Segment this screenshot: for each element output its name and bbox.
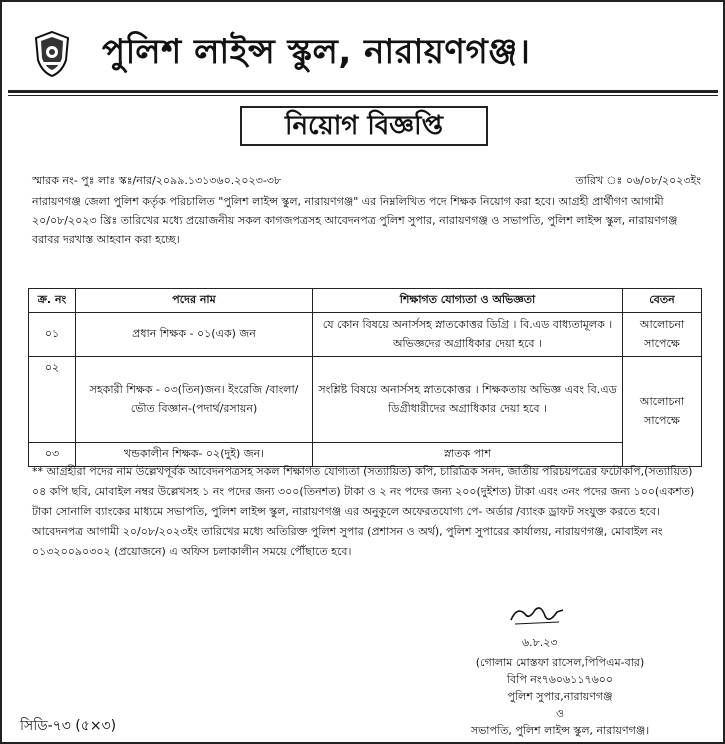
table-header-row — [29, 289, 702, 313]
header-salary: বেতন — [623, 289, 702, 313]
signatory-title: পুলিশ সুপার,নারায়ণগঞ্জ — [507, 690, 613, 703]
memo-date: তারিখ ঃ ০৬/০৮/২০২৩ইং — [575, 174, 701, 187]
header-qualification: শিক্ষাগত যোগ্যতা ও অভিজ্ঞতা — [313, 289, 623, 313]
header — [12, 12, 712, 82]
row-post: খন্ডকালীন শিক্ষক- ০২(দুই) জন। — [76, 443, 313, 467]
memo-number: স্মারক নং- পুঃ লাঃ স্কঃ/নার/২০৯৯.১৩১৩৬০.২০২৩-৩৮ — [32, 174, 282, 187]
application-instructions: ** আগ্রহীরা পদের নাম উল্লেখপূর্বক আবেদনপত্রসহ সকল শিক্ষাগত যোগ্যতা (সত্যায়িত) কপি, চারিত্রিক সনদ, জাতীয় পরিচয়পত্রের ফটোকপি,(সত্যায়িত) ০৪ কপি ছবি, মোবাইল নম্বর উল্লেখসহ ১ নং পদের জন্য ৩০০(তিনশত) টাকা ও ২ নং পদের জন্য ২০০(দুইশত) টাকা এবং ৩নং পদের জন্য ১০০(একশত) টাকা সোনালি ব্যাংকের মাধ্যমে সভাপতি, পুলিশ লাইন্স স্কুল, নারায়ণগঞ্জ এর অনুকূলে অফেরতযোগ্য পে- অর্ডার /ব্যাংক ড্রাফট সংযুক্ত করতে হবে।আবেদনপত্র আগামী ২০/০৮/২০২৩ইং তারিখের মধ্যে অতিরিক্ত পুলিশ সুপার (প্রশাসন ও অর্থ), পুলিশ সুপারের কার্যালয়, নারায়ণগঞ্জ, মোবাইল নং ০১৩২০০৯০৩০২ (প্রয়োজনে) এ অফিস চলাকালীন সময়ে পৌঁছাতে হবে। — [32, 465, 695, 558]
header-serial: ক্র. নং — [29, 289, 76, 313]
signatory-bp: বিপি নং৭৬০৬১১৭৬০০ — [506, 673, 614, 686]
row-post: প্রধান শিক্ষক - ০১(এক) জন — [76, 313, 313, 357]
row-qualification: সংশ্লিষ্ট বিষয়ে অনার্সসহ স্নাতকোত্তর । শিক্ষকতায় অভিজ্ঞ এবং বি.এড ডিগ্রীধারীদের অগ্রাধিকার দেয়া হবে । — [313, 357, 623, 443]
row-qualification: যে কোন বিষয়ে অনার্সসহ স্নাতকোত্তর ডিগ্রি । বি.এড বাধ্যতামূলক । অভিজ্ঞদের অগ্রাধিকার দেয়া হবে । — [313, 313, 623, 357]
row-salary: আলোচনা সাপেক্ষে — [623, 313, 702, 357]
row-serial: ০৩ — [29, 443, 76, 467]
row-qualification: স্নাতক পাশ — [313, 443, 623, 467]
signature-mark — [507, 602, 567, 628]
row-post: সহকারী শিক্ষক - ০৩(তিন)জন। ইংরেজি /বাংলা/ভৌত বিজ্ঞান-(পদার্থ/রসায়ন) — [76, 357, 313, 443]
row-salary: আলোচনা সাপেক্ষে — [623, 357, 702, 467]
signature-block — [420, 654, 700, 739]
signature-date: ৬.৮.২৩ — [522, 636, 558, 649]
signatory-conjunction: ও — [555, 707, 565, 720]
school-name: পুলিশ লাইন্স স্কুল, নারায়ণগঞ্জ। — [102, 32, 531, 72]
police-emblem-icon — [32, 30, 72, 78]
header-rule-thick — [8, 90, 718, 93]
intro-paragraph: নারায়ণগঞ্জ জেলা পুলিশ কর্তৃক পরিচালিত "পুলিশ লাইন্স স্কুল, নারায়ণগঞ্জ" এর নিম্নলিখিত পদে শিক্ষক নিয়োগ করা হবে। আগ্রহী প্রার্থীগণ আগামী ২০/০৮/২০২৩ খ্রিঃ তারিখের মধ্যে প্রয়োজনীয় সকল কাগজপত্রসহ আবেদনপত্র পুলিশ সুপার, নারায়ণগঞ্জ ও সভাপতি, পুলিশ লাইন্স স্কুল, নারায়ণগঞ্জ বরাবর দরখাস্ত আহবান করা হচ্ছে। — [32, 195, 678, 246]
table-row — [29, 357, 702, 443]
row-serial: ০২ — [29, 357, 76, 443]
signatory-name: (গোলাম মোস্তফা রাসেল,পিপিএম-বার) — [475, 656, 645, 669]
signatory-title-2: সভাপতি, পুলিশ লাইন্স স্কুল, নারায়ণগঞ্জ। — [470, 724, 650, 737]
header-rule-thin — [8, 95, 718, 96]
row-serial: ০১ — [29, 313, 76, 357]
header-post: পদের নাম — [76, 289, 313, 313]
posts-table — [28, 288, 702, 467]
notice-title: নিয়োগ বিজ্ঞপ্তি — [240, 106, 488, 146]
table-row — [29, 313, 702, 357]
cd-label: সিডি-৭৩ (৫×৩) — [20, 718, 117, 734]
